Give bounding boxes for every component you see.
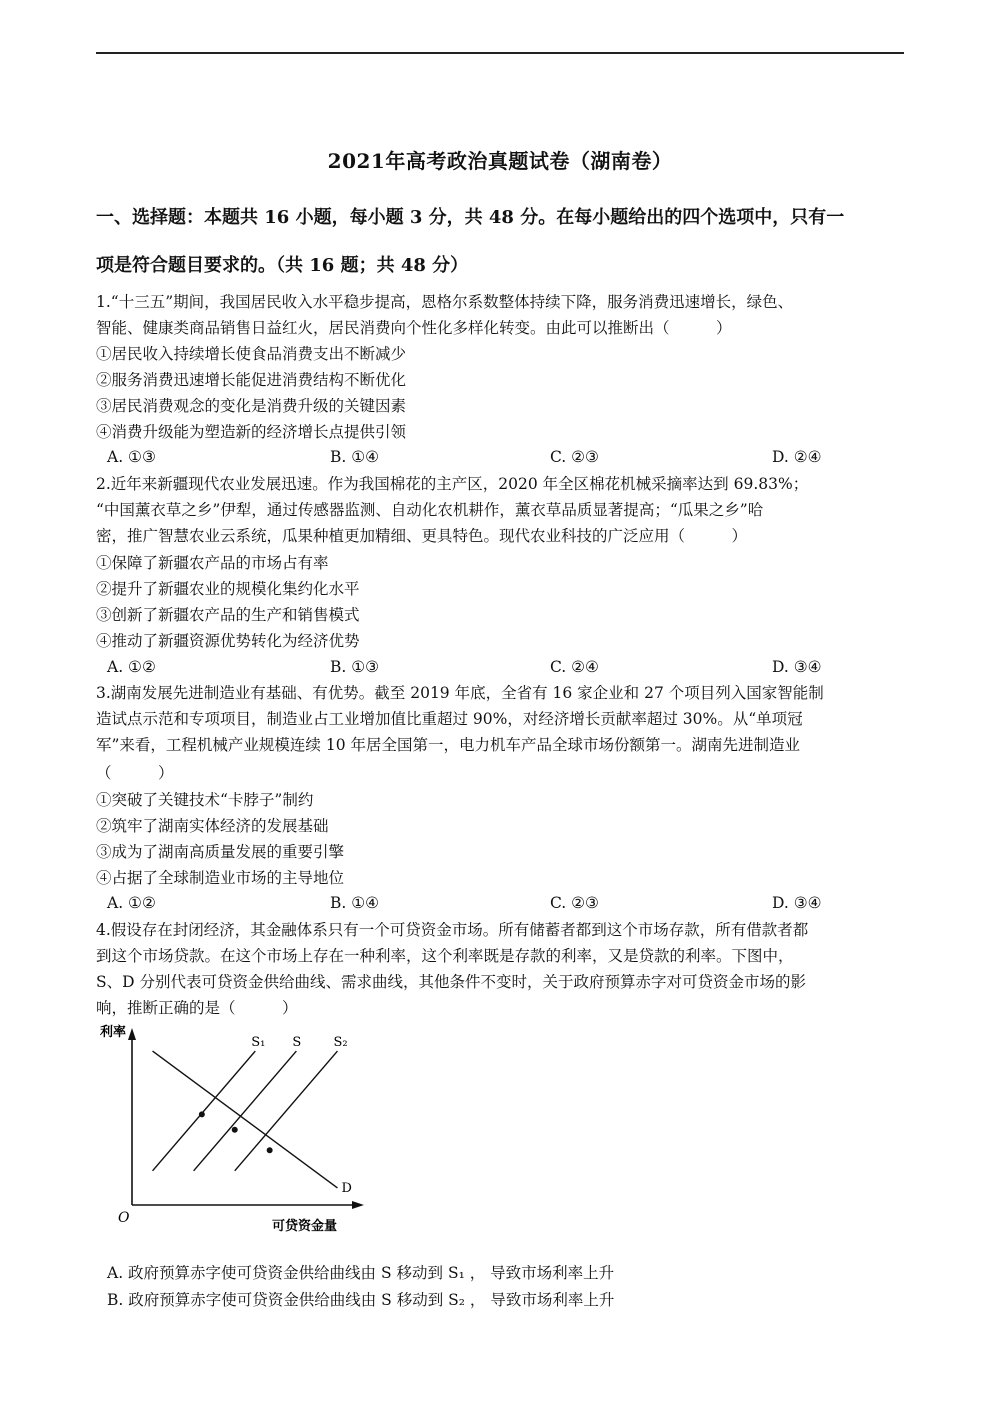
statement: ④推动了新疆资源优势转化为经济优势 (96, 632, 360, 650)
question-text: 2.近年来新疆现代农业发展迅速。作为我国棉花的主产区，2020 年全区棉花机械采摘率达到 69.83%； (96, 475, 809, 493)
question-text: 1.“十三五”期间，我国居民收入水平稳步提高，恩格尔系数整体持续下降，服务消费迅速增长，绿色、 (96, 293, 794, 311)
equilibrium-point-S (232, 1127, 238, 1133)
curve-label-S₂: S₂ (333, 1035, 348, 1051)
question-text: 造试点示范和专项项目，制造业占工业增加值比重超过 90%，对经济增长贡献率超过 30%。从“单项冠 (96, 710, 803, 728)
statement: ②筑牢了湖南实体经济的发展基础 (96, 817, 329, 835)
statement: ①突破了关键技术“卡脖子”制约 (96, 791, 314, 809)
option-b[interactable]: B. ①③ (330, 658, 380, 676)
option-b[interactable]: B. ①④ (330, 448, 380, 466)
y-axis-arrow (128, 1028, 136, 1040)
statement: ③居民消费观念的变化是消费升级的关键因素 (96, 397, 407, 415)
question-text: 响，推断正确的是（ ） (96, 999, 298, 1017)
option-b[interactable]: B. 政府预算赤字使可贷资金供给曲线由 S 移动到 S₂ ， 导致市场利率上升 (107, 1291, 615, 1309)
loanable-funds-graph (96, 1022, 376, 1237)
x-axis-label: 可贷资金量 (272, 1219, 338, 1234)
statement: ②服务消费迅速增长能促进消费结构不断优化 (96, 371, 407, 389)
question-text: “中国薰衣草之乡”伊犁，通过传感器监测、自动化农机耕作，薰衣草品质显著提高；“瓜果之乡”哈 (96, 501, 764, 519)
option-a[interactable]: A. ①② (107, 658, 156, 676)
option-c[interactable]: C. ②③ (550, 448, 599, 466)
question-text: 军”来看，工程机械产业规模连续 10 年居全国第一，电力机车产品全球市场份额第一。湖南先进制造业 (96, 736, 801, 754)
x-axis-arrow (352, 1201, 364, 1209)
equilibrium-point-S₂ (267, 1147, 273, 1153)
question-text: 密，推广智慧农业云系统，瓜果种植更加精细、更具特色。现代农业科技的广泛应用（ ） (96, 527, 748, 545)
option-a[interactable]: A. ①② (107, 894, 156, 912)
statement: ②提升了新疆农业的规模化集约化水平 (96, 580, 360, 598)
question-text: 到这个市场贷款。在这个市场上存在一种利率，这个利率既是存款的利率，又是贷款的利率。下图中， (96, 947, 794, 965)
question-text: 4.假设存在封闭经济，其金融体系只有一个可贷资金市场。所有储蓄者都到这个市场存款，所有借款者都 (96, 921, 809, 939)
curve-label-S: S (292, 1035, 302, 1051)
option-c[interactable]: C. ②③ (550, 894, 599, 912)
option-a[interactable]: A. ①③ (107, 448, 156, 466)
option-d[interactable]: D. ②④ (772, 448, 822, 466)
curve-D (153, 1051, 338, 1188)
y-axis-label: 利率 (100, 1025, 127, 1040)
question-text: 3.湖南发展先进制造业有基础、有优势。截至 2019 年底，全省有 16 家企业和 27 个项目列入国家智能制 (96, 684, 824, 702)
curve-S (194, 1051, 297, 1171)
curve-S₁ (153, 1051, 256, 1171)
statement: ③创新了新疆农产品的生产和销售模式 (96, 606, 360, 624)
statement: ③成为了湖南高质量发展的重要引擎 (96, 843, 345, 861)
curve-label-S₁: S₁ (251, 1035, 266, 1051)
option-d[interactable]: D. ③④ (772, 658, 822, 676)
statement: ④占据了全球制造业市场的主导地位 (96, 869, 345, 887)
statement: ④消费升级能为塑造新的经济增长点提供引领 (96, 423, 407, 441)
question-text: （ ） (96, 764, 174, 782)
section-heading-line1: 一、选择题：本题共 16 小题，每小题 3 分，共 48 分。在每小题给出的四个选项中，只有一 (96, 207, 845, 228)
curve-label-D: D (341, 1180, 352, 1196)
option-d[interactable]: D. ③④ (772, 894, 822, 912)
header-rule (96, 52, 904, 54)
option-a[interactable]: A. 政府预算赤字使可贷资金供给曲线由 S 移动到 S₁ ， 导致市场利率上升 (107, 1264, 615, 1282)
question-text: 智能、健康类商品销售日益红火，居民消费向个性化多样化转变。由此可以推断出（ ） (96, 319, 732, 337)
statement: ①居民收入持续增长使食品消费支出不断减少 (96, 345, 407, 363)
statement: ①保障了新疆农产品的市场占有率 (96, 554, 329, 572)
curve-S₂ (235, 1051, 338, 1171)
option-c[interactable]: C. ②④ (550, 658, 599, 676)
page-title: 2021年高考政治真题试卷（湖南卷） (327, 149, 673, 173)
option-b[interactable]: B. ①④ (330, 894, 380, 912)
origin-label: O (118, 1210, 130, 1226)
question-text: S、D 分别代表可贷资金供给曲线、需求曲线，其他条件不变时，关于政府预算赤字对可贷资金市场的影 (96, 973, 806, 991)
section-heading-line2: 项是符合题目要求的。（共 16 题；共 48 分） (96, 255, 469, 276)
equilibrium-point-S₁ (199, 1111, 205, 1117)
